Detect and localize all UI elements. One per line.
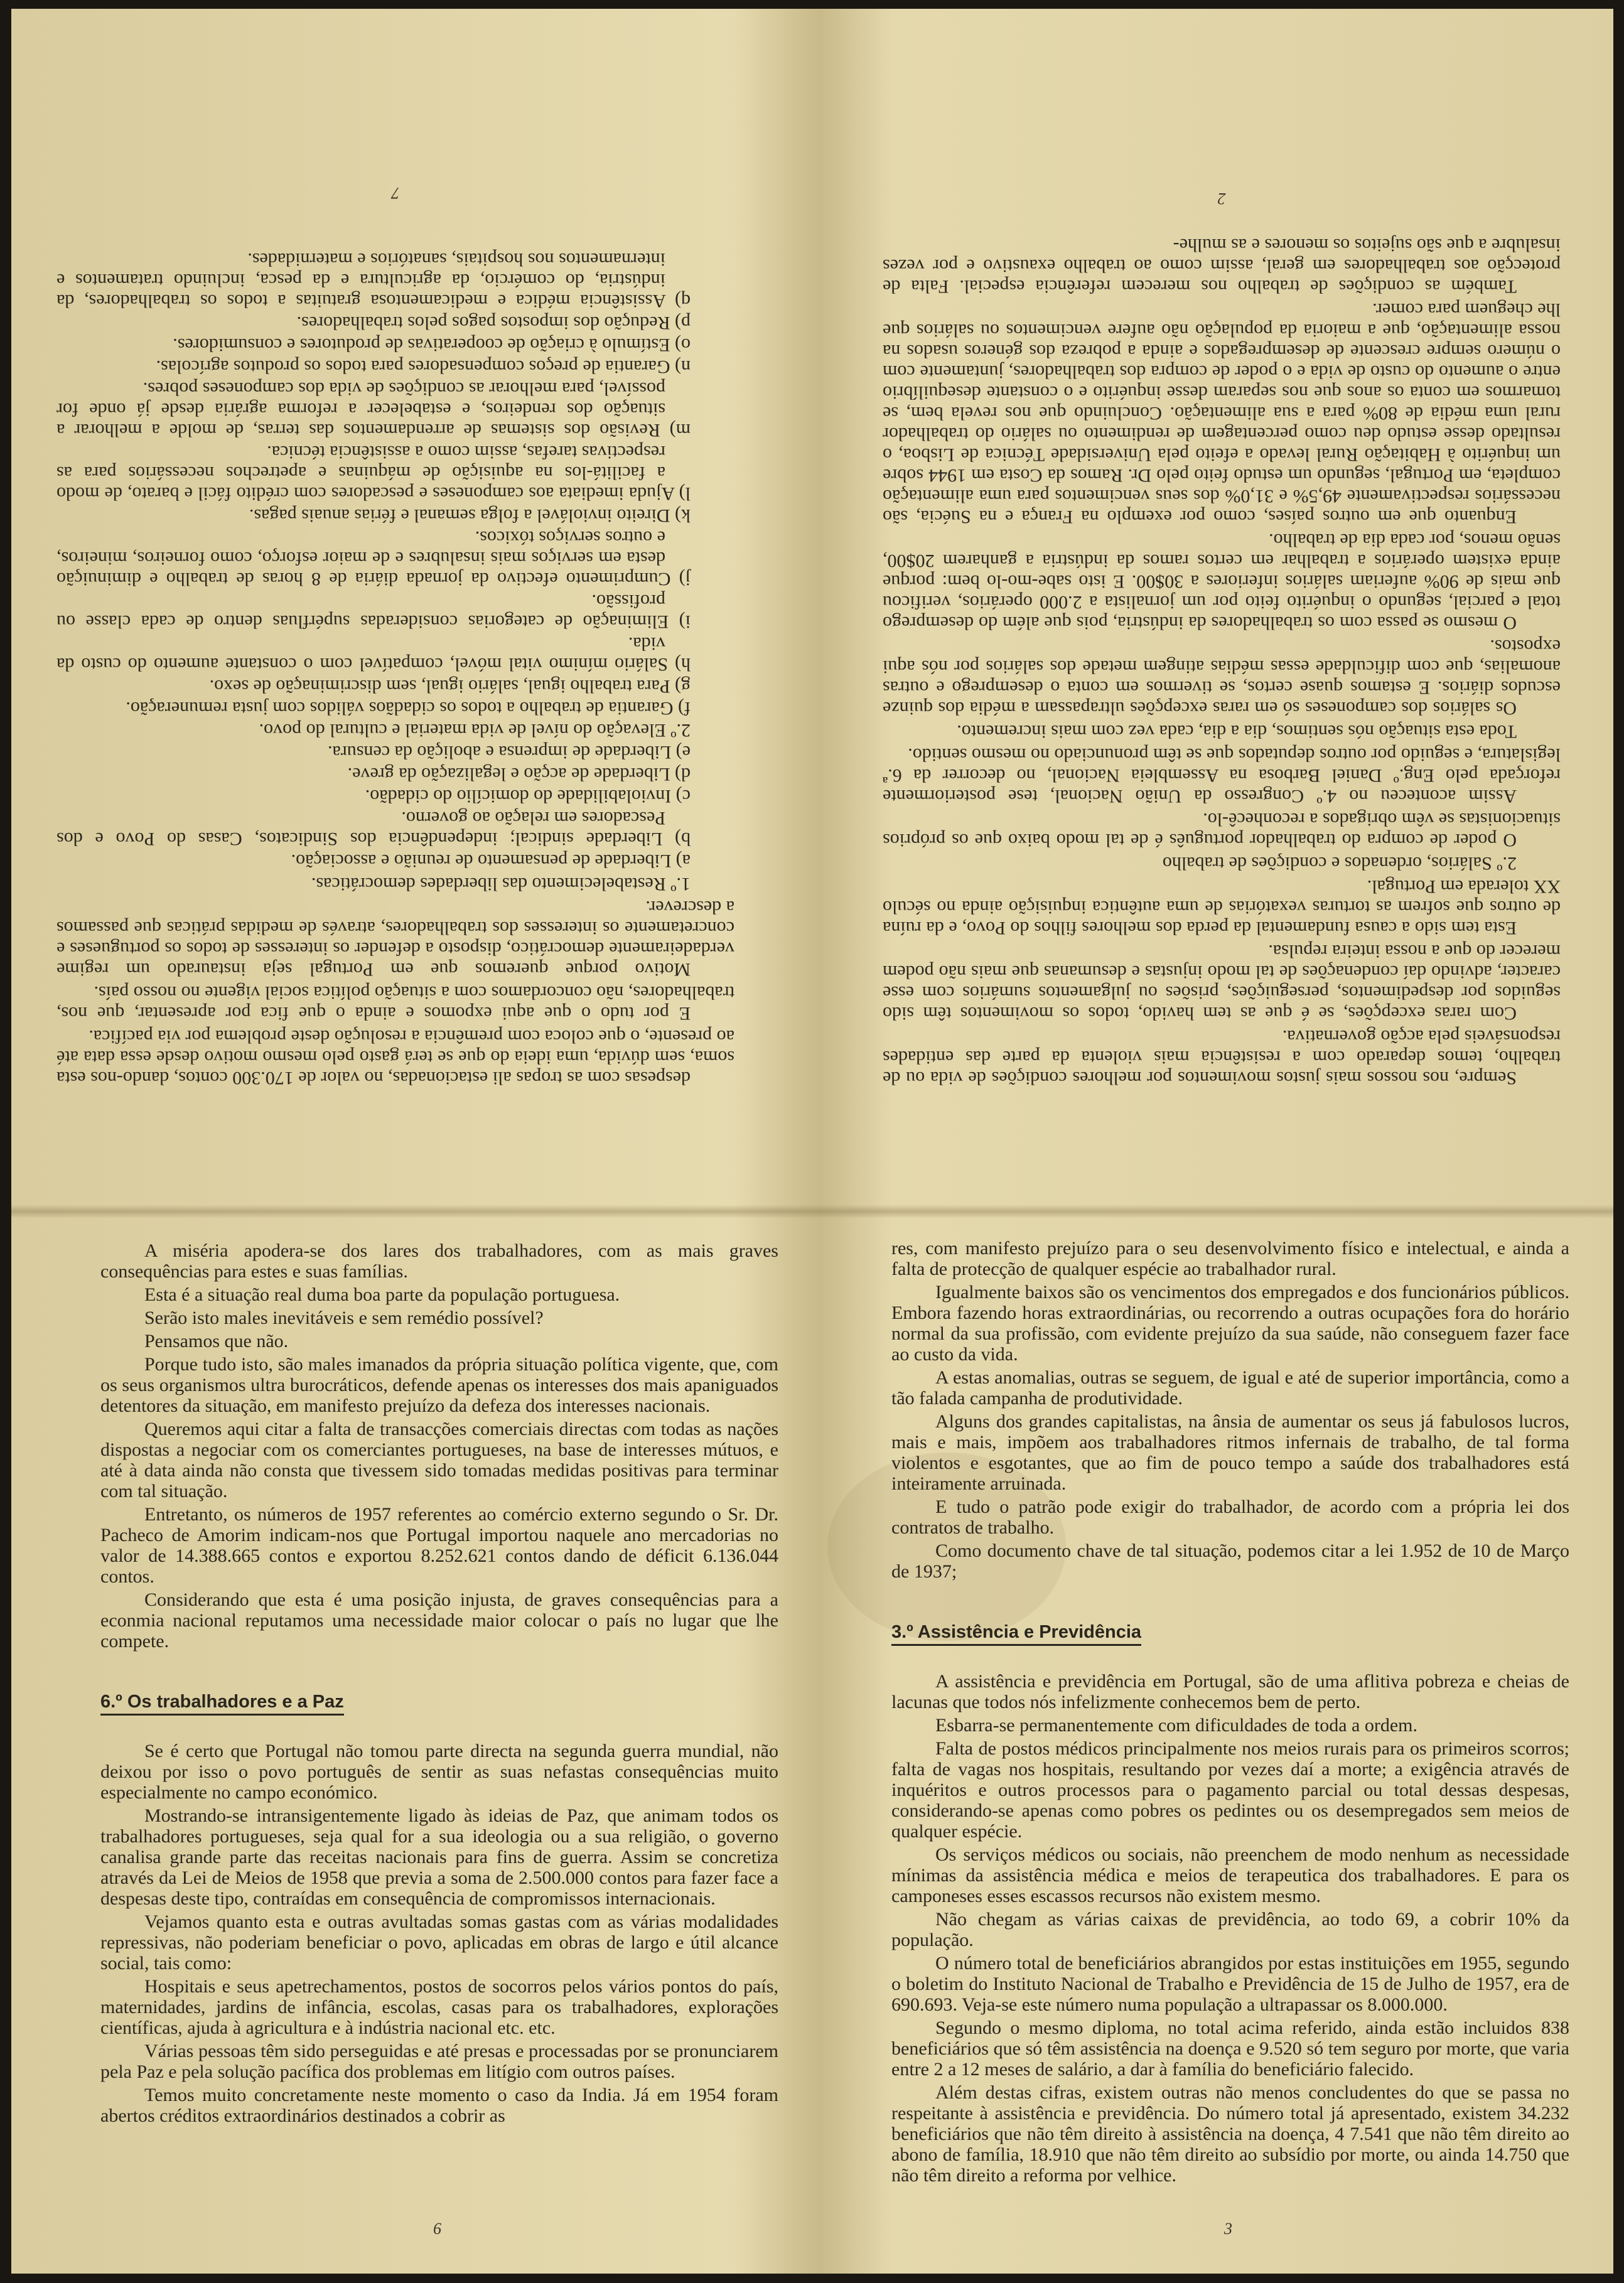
p7-item: l) Ajuda imediata aos camponeses e pescadores com crédito fácil e barato, de modo a facilitá-los na aquisição de máquinas e apetrechos necessários para as respectivas tarefas, assim como a assistência técnica.: [56, 442, 691, 504]
p7-intro: despesas com as tropas ali estacionadas, no valor de 170.300 contos, dando-nos esta soma, sem dúvida, uma ideia do que se terá gasto pelo mesmo motivo desde essa data até ao presente, o que coloca com premência a resolução deste problema por via pacífica.: [56, 1026, 734, 1088]
p2-p10: Enquanto que em outros países, como por exemplo na França e na Suécia, são necessários respectivamente 49,5% e 31,0% dos seus vencimentos para uma alimentação completa, em Portugal, segundo um estudo feito pelo Dr. Ramos da Costa em 1944 sobre um inquérito à Habitação Rural levado a efeito pela Universidade Técnica de Lisboa, o resultado desse estudo deu como percentagem de rendimento ou salário do trabalhador rural uma média de 80% para a sua alimentação. Concluindo que nos revela bem, se tomarmos em conta os anos que nos separam desse inquérito e o constante desequilíbrio entre o aumento do custo de vida e o poder de compra dos trabalhadores, juntamente com o número sempre crescente de desempregados e ainda a pobreza dos géneros usados na nossa alimentação, que a maioria da população não aufere vencimentos ou salários que lhe cheguem para comer.: [883, 299, 1561, 527]
p3-p11: Os serviços médicos ou sociais, não preenchem de modo nenhum as necessidade mínimas da assistência médica e meios de terapeutica dos trabalhadores. E para os camponeses esses escassos recursos não existem mesmo.: [891, 1844, 1569, 1906]
p3-p12: Não chegam as várias caixas de previdência, ao todo 69, a cobrir 10% da população.: [891, 1909, 1569, 1950]
p2-p2: Com raras excepções, se é que as tem havido, todos os movimentos têm sido seguidos por despedimentos, perseguições, prisões ou julgamentos sumários com esse caracter, advindo daí condenações de tal modo injustas e desumanas que mais não podem merecer do que a nossa inteira repulsa.: [883, 941, 1561, 1024]
p6-p7: Entretanto, os números de 1957 referentes ao comércio externo segundo o Sr. Dr. Pacheco de Amorim indicam-nos que Portugal importou naquele ano mercadorias no valor de 14.388.665 contos e exportou 8.252.621 contos dando de déficit 6.136.044 contos.: [100, 1504, 778, 1587]
p3-p8: A assistência e previdência em Portugal, são de uma aflitiva pobreza e cheias de lacunas que todos nós infelizmente conhecemos bem de perto.: [891, 1671, 1569, 1712]
page-number-3: 3: [1224, 2220, 1232, 2238]
p6-p10: Mostrando-se intransigentemente ligado às ideias de Paz, que animam todos os trabalhadores portugueses, seja qual for a sua ideologia ou a sua religião, o governo canalisa grande parte das receitas nacionais para fins de guerra. Assim se concretiza através da Lei de Meios de 1958 que previa a soma de 2.500.000 contos para fazer face a despesas deste tipo, contraídas em consequência de compromissos internacionais.: [100, 1805, 778, 1909]
p7-p2: Motivo porque queremos que em Portugal seja instaurado um regime verdadeiramente democrático, disposto a defender os interesses de todos os portugueses e concretamente os interesses dos trabalhadores, através de medidas práticas que passamos a descrever.: [56, 897, 734, 980]
section-heading-6: 6.º Os trabalhadores e a Paz: [100, 1692, 344, 1716]
p7-item: g) Para trabalho igual, salário igual, sem discriminação de sexo.: [209, 676, 691, 697]
p7-item: o) Estímulo à criação de cooperativas de produtores e consumidores.: [173, 335, 691, 355]
p2-p1: Sempre, nos nossos mais justos movimentos por melhores condições de vida ou de trabalho, temos deparado com a resistência mais violenta da parte das entidades responsáveis pela acção governativa.: [883, 1026, 1561, 1088]
p6-p5: Porque tudo isto, são males imanados da própria situação política vigente, que, com os seus organismos ultra burocráticos, defende apenas os interesses dos mais apaniguados detentores da situação, em manifesto prejuízo da defeza dos interesses nacionais.: [100, 1354, 778, 1416]
p6-p4: Pensamos que não.: [144, 1331, 289, 1351]
p3-p6: Como documento chave de tal situação, podemos citar a lei 1.952 de 10 de Março de 1937;: [891, 1540, 1569, 1582]
p7-item: 2.º Elevação do nível de vida material e cultural do povo.: [259, 720, 691, 741]
p2-p8: Os salários dos camponeses só em raras excepções ultrapassam a média dos quinze escudos diários. E estamos quase certos, se tivermos em conta o desemprego e outras anomalias, que com dificuldade essas médias atingem metade dos salários por nós aqui expostos.: [883, 636, 1561, 719]
page-6: [100, 1240, 778, 2129]
p3-p5: E tudo o patrão pode exigir do trabalhador, de acordo com a própria lei dos contratos de trabalho.: [891, 1496, 1569, 1538]
p6-p2: Esta é a situação real duma boa parte da população portuguesa.: [144, 1284, 620, 1305]
p3-p2: Igualmente baixos são os vencimentos dos empregados e dos funcionários públicos. Embora fazendo horas extraordinárias, ou recorrendo a outras ocupações fora do horário normal da sua profissão, com evidente prejuízo da sua saúde, não conseguem fazer face ao custo da vida.: [891, 1282, 1569, 1365]
p6-p1: A miséria apodera-se dos lares dos trabalhadores, com as mais graves consequências para estes e suas famílias.: [100, 1240, 778, 1282]
p6-p12: Hospitais e seus apetrechamentos, postos de socorros pelos vários pontos do país, maternidades, jardins de infância, escolas, casas para os trabalhadores, explorações científicas, ajuda à agricultura e à indústria nacional etc. etc.: [100, 1976, 778, 2038]
p7-item: q) Assistência médica e medicamentosa gratuitas a todos os trabalhadores, da indústria, do comércio, da agricultura e da pesca, incluindo tratamentos e internamentos nos hospitais, sanatórios e maternidades.: [56, 249, 691, 311]
p2-p6: Assim aconteceu no 4.º Congresso da União Nacional, tese posteriormente reforçada pelo Eng.º Daniel Barbosa na Assembleia Nacional, no decorrer da 6.ª legislatura, e seguido por outros deputados que se têm pronunciado no mesmo sentido.: [883, 744, 1561, 807]
p7-item: j) Cumprimento efectivo da jornada diária de 8 horas de trabalho e diminuição desta em serviços mais insalubres e de maior esforço, como forneiros, mineiros, e outros serviços tóxicos.: [56, 527, 691, 589]
p3-p14: Segundo o mesmo diploma, no total acima referido, ainda estão incluidos 838 beneficiários que só têm assistência na doença e 9.520 só tem seguro por morte, que varia entre 2 a 12 meses de salário, a dar à família do beneficiário falecido.: [891, 2017, 1569, 2080]
page-7: [56, 134, 734, 1088]
newspaper-sheet: [11, 9, 1613, 2274]
p3-p13: O número total de beneficiários abrangidos por estas instituições em 1955, segundo o boletim do Instituto Nacional de Trabalho e Previdência de 15 de Julho de 1957, era de 690.693. Veja-se este número numa população a ultrapassar os 8.000.000.: [891, 1953, 1569, 2015]
p3-p1: res, com manifesto prejuízo para o seu desenvolvimento físico e intelectual, e ainda a falta de protecção de qualquer espécie ao trabalhador rural.: [891, 1238, 1569, 1279]
p7-item: p) Redução dos impostos pagos pelos trabalhadores.: [296, 313, 691, 333]
p3-p4: Alguns dos grandes capitalistas, na ânsia de aumentar os seus já fabulosos lucros, mais e mais, impõem aos trabalhadores ritmos infernais de trabalho, de tal forma violentos e esgotantes, que ao fim de pouco tempo a saúde dos trabalhadores está inteiramente arruinada.: [891, 1411, 1569, 1494]
p2-p4: 2.º Salários, ordenados e condições de trabalho: [1162, 853, 1517, 874]
p7-item: f) Garantia de trabalho a todos os cidadãos válidos com justa remuneração.: [126, 698, 691, 719]
p2-p11: Também as condições de trabalho nos merecem referência especial. Falta de protecção aos trabalhadores em geral, assim como ao trabalho exaustivo e por vezes insalubre a que são sujeitos os menores e as mulhe-: [883, 235, 1561, 297]
p6-p3: Serão isto males inevitáveis e sem remédio possível?: [144, 1308, 544, 1328]
p6-p14: Temos muito concretamente neste momento o caso da India. Já em 1954 foram abertos créditos extraordinários destinados a cobrir as: [100, 2085, 778, 2126]
p7-item: d) Liberdade de acção e legalização da greve.: [347, 764, 691, 785]
p6-p11: Vejamos quanto esta e outras avultadas somas gastas com as várias modalidades repressivas, não poderiam beneficiar o povo, aplicadas em obras de largo e útil alcance social, tais como:: [100, 1911, 778, 1974]
p7-p3: 1.º Restabelecimento das liberdades democráticas.: [311, 874, 691, 894]
p6-p13: Várias pessoas têm sido perseguidas e até presas e processadas por se pronunciarem pela Paz e pela solução pacífica dos problemas em litígio com outros países.: [100, 2041, 778, 2082]
p6-p6: Queremos aqui citar a falta de transacções comerciais directas com todas as nações dispostas a negociar com os comerciantes portugueses, na base de interesses mútuos, e até à data ainda não consta que tivessem sido tomadas medidas positivas para terminar com tal situação.: [100, 1419, 778, 1501]
p7-item: a) Liberdade de pensamento de reunião e associação.: [291, 851, 691, 871]
p2-p9: O mesmo se passa com os trabalhadores da indústria, pois que além do desemprego total e parcial, segundo o inquérito feito por um jornalista a 2.000 operários, verificou que mais de 90% auferiam salários inferiores a 30$00. E isto sabe-mo-lo bem: porque ainda existem operários a trabalhar em certos ramos da indústria a ganharem 20$00, senão menos, por cada dia de trabalho.: [883, 530, 1561, 633]
page-number-2: 2: [1217, 190, 1226, 208]
p6-p9: Se é certo que Portugal não tomou parte directa na segunda guerra mundial, não deixou por isso o povo português de sentir as suas nefastas consequências muito especialmente no campo económico.: [100, 1741, 778, 1803]
p3-p10: Falta de postos médicos principalmente nos meios rurais para os primeiros scorros; falta de vagas nos hospitais, resultando por vezes daí a morte; a exigência através de inquéritos e outros processos para o pagamento parcial ou total dessas despesas, considerando-se apenas como pobres os pedintes ou os desempregados sem meios de qualquer espécie.: [891, 1738, 1569, 1842]
p7-item: m) Revisão dos sistemas de arrendamentos das terras, de molde a melhorar a situação dos rendeiros, e estabelecer a reforma agrária desde já onde for possível, para melhorar as condições de vida dos camponeses pobres.: [56, 379, 691, 441]
p7-item: c) Inviolabilidade do domicílio do cidadão.: [365, 786, 691, 807]
p7-item: k) Direito inviolável a folga semanal e férias anuais pagas.: [249, 505, 691, 526]
p3-p15: Além destas cifras, existem outras não menos concludentes do que se passa no respeitante à assistência e previdência. Do número total já apresentado, existem 34.232 beneficiários que não têm direito à assistência na doença, 4 7.541 que não têm direito ao abono de família, 18.910 que não têm direito ao subsídio por morte, ou ainda 14.750 que não têm direito a reforma por velhice.: [891, 2082, 1569, 2186]
p3-p9: Esbarra-se permanentemente com dificuldades de toda a ordem.: [935, 1715, 1418, 1736]
p2-p5: O poder de compra do trabalhador português é de tal modo baixo que os próprios situacionistas se vêm obrigados a reconhecê-lo.: [883, 809, 1561, 851]
horizontal-fold: [11, 1205, 1613, 1218]
page-2: [883, 134, 1561, 1088]
p6-p8: Considerando que esta é uma posição injusta, de graves consequências para a econmia nacional reputamos uma necessidade maior colocar o país no lugar que lhe compete.: [100, 1589, 778, 1652]
page-number-7: 7: [391, 184, 400, 202]
p7-item: b) Liberdade sindical; independência dos Sindicatos, Casas do Povo e dos Pescadores em relação ao governo.: [56, 808, 691, 849]
p7-item: n) Garantia de preços compensadores para todos os produtos agrícolas.: [156, 357, 691, 377]
section-heading-3: 3.º Assistência e Previdência: [891, 1622, 1141, 1646]
p3-p3: A estas anomalias, outras se seguem, de igual e até de superior importância, como a tão falada campanha de produtividade.: [891, 1367, 1569, 1409]
p7-p1: E por tudo o que aqui expomos e ainda o que fica por apresentar, que nos, trabalhadores, não concordamos com a situação política social vigente no nosso país.: [56, 982, 734, 1024]
p7-item: e) Liberdade de imprensa e abolição da censura.: [327, 742, 691, 763]
page-number-6: 6: [433, 2220, 441, 2238]
p2-p3: Esta tem sido a causa fundamental da perda dos melhores filhos do Povo, e da ruína de outros que sofrem as torturas vexatórias de uma autêntica inquisição ainda no século XX tolerada em Portugal.: [883, 876, 1561, 938]
p7-demands-list: [56, 249, 734, 871]
p7-item: i) Eliminação de categorias consideradas supérfluas dentro de cada classe ou profissão.: [56, 591, 691, 632]
p2-p7: Toda esta situação nós sentimos, dia a dia, cada vez com mais incremento.: [957, 721, 1517, 742]
p7-item: h) Salário mínimo vital móvel, compatível com o constante aumento do custo da vida.: [56, 633, 691, 675]
page-3: [891, 1238, 1569, 2188]
